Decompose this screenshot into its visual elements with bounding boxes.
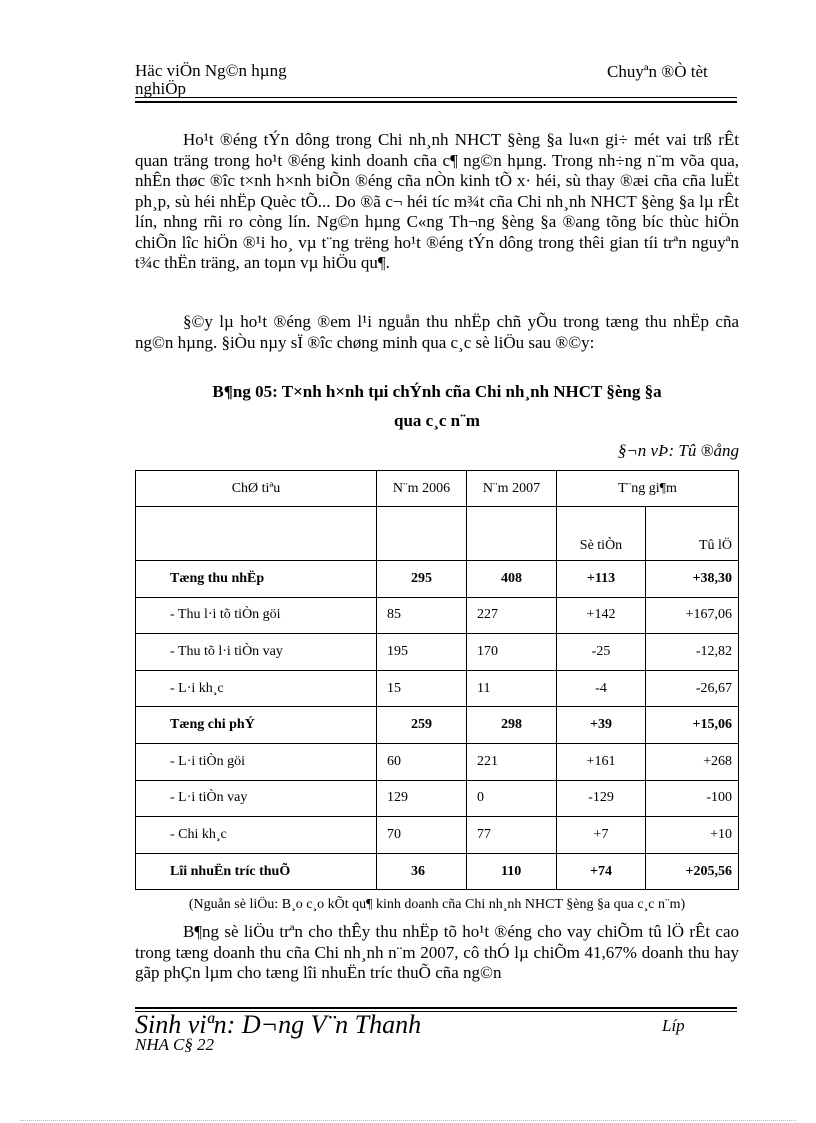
row-amount: +142 <box>557 597 646 634</box>
row-amount: +113 <box>557 561 646 598</box>
row-amount: -25 <box>557 634 646 671</box>
header-school-sub: nghiÖp <box>135 79 186 98</box>
row-2007: 110 <box>467 853 557 890</box>
row-ratio: -100 <box>646 780 739 817</box>
row-2007: 0 <box>467 780 557 817</box>
col-2006: N¨m 2006 <box>377 471 467 507</box>
table-source: (Nguån sè liÖu: B¸o c¸o kÕt qu¶ kinh doanh cña Chi nh¸nh NHCT §èng §a qua c¸c n¨m) <box>188 897 686 912</box>
row-ratio: +205,56 <box>646 853 739 890</box>
row-ratio: -26,67 <box>646 670 739 707</box>
row-2007: 77 <box>467 817 557 854</box>
row-2006: 60 <box>377 743 467 780</box>
row-2007: 221 <box>467 743 557 780</box>
paragraph-2 <box>135 312 739 353</box>
paragraph-1-text: Ho¹t ®éng tÝn dông trong Chi nh¸nh NHCT §èng §a lu«n gi÷ mét vai trß rÊt quan träng trong ho¹t ®éng kinh doanh cña c¶ ng©n hµng. Trong nh÷ng n¨m võa qua, nhÊn thøc ®îc t×nh h×nh biÕn ®éng cña nÒn kinh tÕ x· héi, sù thay ®æi cña cña luËt ph¸p, sù héi nhËp Quèc tÕ... Do ®ã c¬ héi tíc m¾t cña Chi nh¸nh NHCT §èng §a lµ rÊt lín, nhng rñi ro còng lín. Ng©n hµng C«ng Th¬ng §èng §a ®ang tõng bíc thùc hiÖn chiÕn lîc hiÖn ®¹i ho¸ vµ t¨ng trëng ho¹t ®éng tÝn dông trong thêi gian tíi trªn nguyªn t¾c thËn träng, an toµn vµ hiÖu qu¶. <box>135 130 739 272</box>
row-ratio: -12,82 <box>646 634 739 671</box>
row-amount: +161 <box>557 743 646 780</box>
table-header-row <box>136 471 739 507</box>
row-amount: +39 <box>557 707 646 744</box>
table-row <box>136 743 739 780</box>
header-school: Häc viÖn Ng©n hµng <box>135 61 287 80</box>
paragraph-1 <box>135 130 739 274</box>
header-rule <box>135 97 737 98</box>
row-2006: 85 <box>377 597 467 634</box>
row-amount: +7 <box>557 817 646 854</box>
row-label: Lîi nhuËn tríc thuÕ <box>136 853 377 890</box>
row-label: - Thu l·i tõ tiÒn göi <box>136 597 377 634</box>
row-label: - L·i tiÒn vay <box>136 780 377 817</box>
header-rule-thick <box>135 101 737 103</box>
financial-table <box>135 470 739 890</box>
row-ratio: +15,06 <box>646 707 739 744</box>
col-indicator: ChØ tiªu <box>136 471 377 507</box>
row-ratio: +167,06 <box>646 597 739 634</box>
row-2006: 195 <box>377 634 467 671</box>
row-2007: 170 <box>467 634 557 671</box>
header-right: Chuyªn ®Ò tèt <box>607 62 708 81</box>
row-amount: +74 <box>557 853 646 890</box>
table-row <box>136 561 739 598</box>
row-amount: -4 <box>557 670 646 707</box>
col-change: T¨ng gi¶m <box>557 471 739 507</box>
row-label: - Thu tõ l·i tiÒn vay <box>136 634 377 671</box>
paragraph-3-text: B¶ng sè liÖu trªn cho thÊy thu nhËp tõ ho¹t ®éng cho vay chiÕm tû lÖ rÊt cao trong tæng doanh thu cña Chi nh¸nh n¨m 2007, cô thÓ lµ chiÕm 41,67% doanh thu hay gãp phÇn lµm cho tæng lîi nhuËn tríc thuÕ cña ng©n <box>135 922 739 982</box>
header-left <box>135 62 375 98</box>
col-2007: N¨m 2007 <box>467 471 557 507</box>
row-2006: 36 <box>377 853 467 890</box>
footer-class-code: NHA C§ 22 <box>135 1035 215 1054</box>
footer-class: Líp <box>662 1016 685 1035</box>
table-row <box>136 670 739 707</box>
table-row <box>136 634 739 671</box>
row-ratio: +268 <box>646 743 739 780</box>
row-ratio: +38,30 <box>646 561 739 598</box>
paragraph-3 <box>135 922 739 984</box>
row-label: - Chi kh¸c <box>136 817 377 854</box>
table-unit: §¬n vÞ: Tû ®ång <box>617 441 739 460</box>
row-amount: -129 <box>557 780 646 817</box>
page-edge <box>20 1120 796 1121</box>
row-2006: 70 <box>377 817 467 854</box>
footer-student: Sinh viªn: D¬ng V¨n Thanh <box>135 1010 422 1039</box>
row-2007: 408 <box>467 561 557 598</box>
row-2006: 259 <box>377 707 467 744</box>
table-row <box>136 597 739 634</box>
row-2006: 295 <box>377 561 467 598</box>
row-2006: 129 <box>377 780 467 817</box>
row-label: Tæng chi phÝ <box>136 707 377 744</box>
row-2007: 11 <box>467 670 557 707</box>
footer-rule <box>135 1007 737 1009</box>
table-subheader-row <box>136 507 739 561</box>
row-ratio: +10 <box>646 817 739 854</box>
table-row <box>136 780 739 817</box>
table-row <box>136 707 739 744</box>
table-row <box>136 817 739 854</box>
row-2006: 15 <box>377 670 467 707</box>
table-title: B¶ng 05: T×nh h×nh tµi chÝnh cña Chi nh¸nh NHCT §èng §a <box>212 382 662 401</box>
row-2007: 227 <box>467 597 557 634</box>
col-ratio: Tû lÖ <box>646 507 739 561</box>
row-label: Tæng thu nhËp <box>136 561 377 598</box>
table-row <box>136 853 739 890</box>
col-amount: Sè tiÒn <box>557 507 646 561</box>
row-label: - L·i tiÒn göi <box>136 743 377 780</box>
table-title-line2: qua c¸c n¨m <box>394 411 480 430</box>
row-2007: 298 <box>467 707 557 744</box>
row-label: - L·i kh¸c <box>136 670 377 707</box>
paragraph-2-text: §©y lµ ho¹t ®éng ®em l¹i nguån thu nhËp chñ yÕu trong tæng thu nhËp cña ng©n hµng. §iÒu nµy sÏ ®îc chøng minh qua c¸c sè liÖu sau ®©y: <box>135 312 739 352</box>
